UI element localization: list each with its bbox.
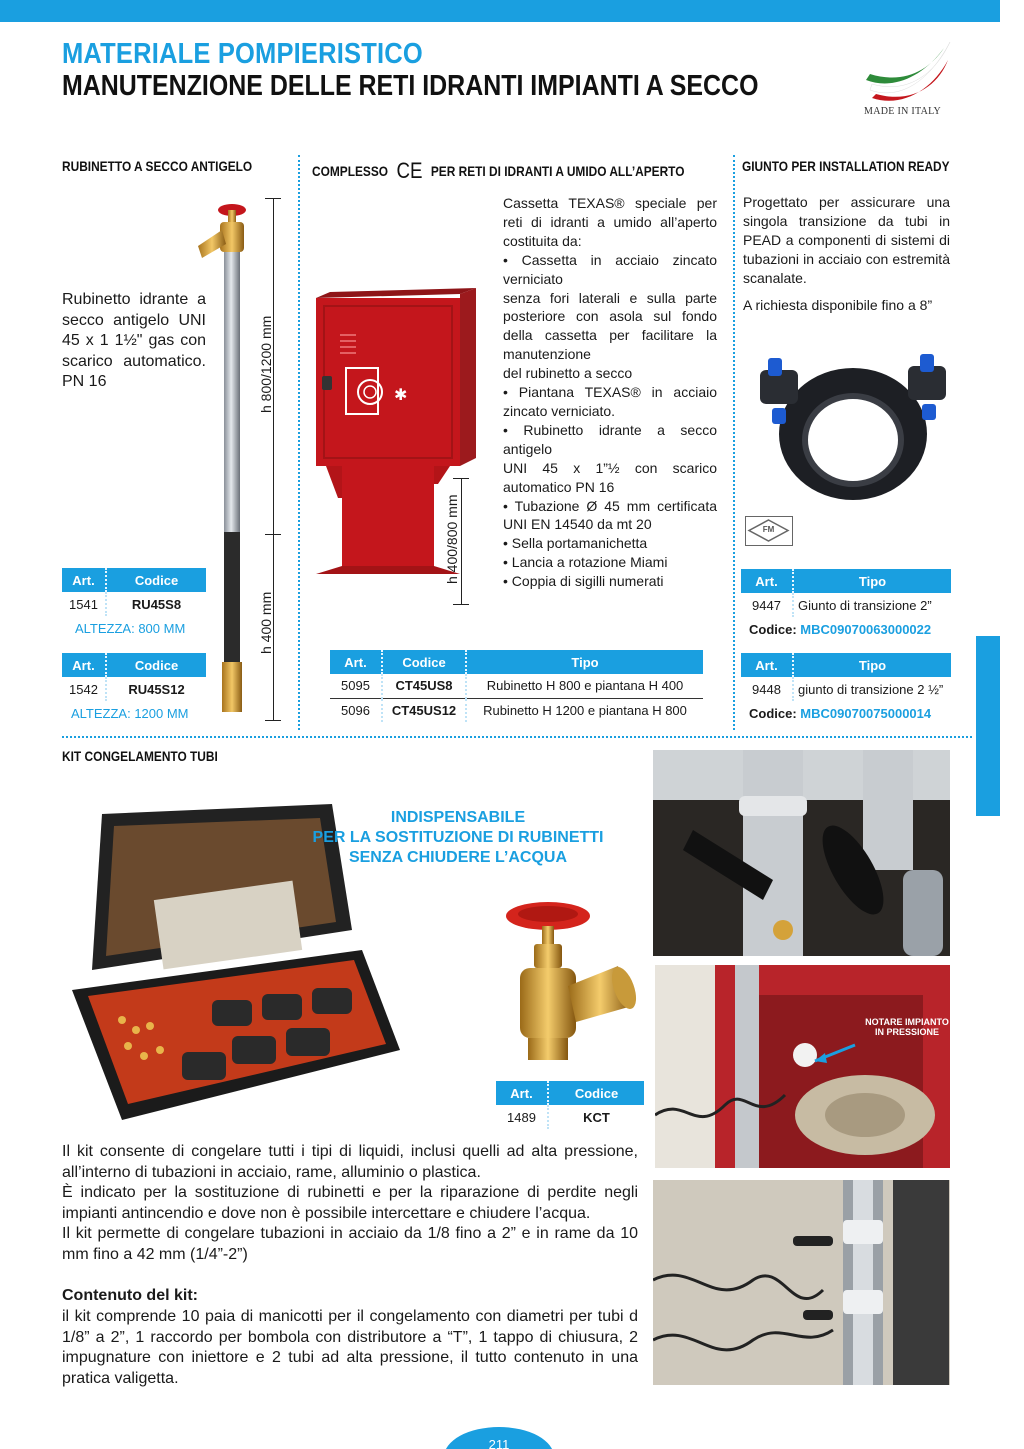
table-row — [741, 593, 951, 617]
col-tipo: Tipo — [793, 569, 951, 593]
rubinetto-table-2 — [62, 653, 206, 701]
art-cell: 1541 — [69, 596, 98, 612]
table-row — [741, 677, 951, 701]
page-title: MANUTENZIONE DELLE RETI IDRANTI IMPIANTI A SECCO — [62, 70, 759, 102]
complesso-table — [330, 650, 703, 722]
desc-line: senza fori laterali e sulla parte posteriore con asola sul fondo della cassetta per facilitare la manutenzione — [503, 289, 717, 363]
art-cell: 9448 — [752, 681, 781, 697]
codice-cell: RU45S8 — [106, 592, 206, 616]
giunto-codice-1 — [749, 622, 931, 637]
art-cell: 5096 — [341, 702, 370, 718]
highlight-line: SENZA CHIUDERE L’ACQUA — [348, 849, 568, 866]
page-number: 211 — [488, 1437, 510, 1449]
codice-cell: RU45S12 — [106, 677, 206, 701]
altezza-label: ALTEZZA: 1200 MM — [71, 706, 189, 721]
col-art: Art. — [330, 650, 382, 674]
desc-line: UNI 45 x 1”½ con scarico automatico PN 16 — [503, 459, 717, 495]
table-row — [496, 1105, 644, 1129]
desc-line: • Tubazione Ø 45 mm certificata UNI EN 14540 da mt 20 — [503, 497, 717, 533]
table-row — [62, 592, 206, 616]
table-row — [330, 674, 703, 698]
col-art: Art. — [496, 1081, 548, 1105]
kit-heading: KIT CONGELAMENTO TUBI — [62, 748, 218, 764]
col-art: Art. — [62, 568, 106, 592]
table-row — [62, 677, 206, 701]
kit-contents-text: il kit comprende 10 paia di manicotti per il congelamento con diametri per tubi d 1/8” a 2”, 1 raccordo per bombola con distributore a “T”, 1 tappo di chiusura, 2 impugnature con iniettore e 2 tubi ad alta pressione, il tutto contenuto in una pratica valigetta. — [62, 1308, 638, 1387]
col-art: Art. — [741, 653, 793, 677]
dimension-line — [461, 478, 462, 604]
giunto-table-1 — [741, 569, 951, 617]
highlight-line: INDISPENSABILE — [390, 809, 526, 826]
kit-body-text: Il kit consente di congelare tutti i tipi di liquidi, inclusi quelli ad alta pressione, all’interno di tubazioni in acciaio, rame, alluminio o plastica. È indicato per la sostituzione di rubinetti e per la riparazione di perdite negli impianti antincendio e dove non è possibile intercettare e chiudere l’acqua. Il kit permette di congelare tubazioni in acciaio da 1/8 fino a 2” e in rame da 10 mm fino a 42 mm (1/4”-2”) — [62, 1143, 638, 1263]
desc-line: • Sella portamanichetta — [503, 535, 648, 552]
dimension-tick — [453, 604, 469, 605]
codice-cell: CT45US8 — [382, 674, 466, 698]
dimension-tick — [265, 198, 281, 199]
codice-value: MBC09070075000014 — [800, 706, 932, 721]
kit-table — [496, 1081, 644, 1129]
desc-line: • Cassetta in acciaio zincato verniciato — [503, 251, 717, 287]
rubinetto-description: Rubinetto idrante a secco antigelo UNI 45 x 1 1½" gas con scarico automatico. PN 16 — [62, 291, 206, 390]
dimension-bottom-label: h 400 mm — [258, 591, 274, 654]
giunto-availability: A richiesta disponibile fino a 8” — [743, 297, 933, 313]
altezza-label: ALTEZZA: 800 MM — [75, 621, 186, 636]
page-category-title: MATERIALE POMPIERISTICO — [62, 38, 423, 70]
col-art: Art. — [62, 653, 106, 677]
col-tipo: Tipo — [793, 653, 951, 677]
tipo-cell: Giunto di transizione 2” — [793, 593, 951, 617]
page-number-tab — [444, 1427, 554, 1449]
dimension-label: h 400/800 mm — [444, 494, 460, 584]
kit-contents-title: Contenuto del kit: — [62, 1287, 198, 1304]
dimension-tick — [453, 478, 469, 479]
top-accent-bar — [0, 0, 1000, 22]
table-row — [330, 698, 703, 722]
column-divider — [733, 155, 735, 730]
highlight-line: PER LA SOSTITUZIONE DI RUBINETTI — [312, 829, 604, 846]
codice-value: MBC09070063000022 — [800, 622, 932, 637]
complesso-heading-b: PER RETI DI IDRANTI A UMIDO ALL’APERTO — [430, 163, 685, 179]
fm-label: FM — [762, 525, 775, 534]
freeze-application-photo-2 — [655, 965, 950, 1168]
tipo-cell: Rubinetto H 800 e piantana H 400 — [466, 674, 703, 698]
art-cell: 1542 — [69, 681, 98, 697]
desc-line: del rubinetto a secco — [503, 365, 633, 382]
art-cell: 5095 — [341, 678, 370, 694]
codice-cell: CT45US12 — [382, 698, 466, 722]
photo-note: NOTARE IMPIANTO IN PRESSIONE — [865, 1017, 949, 1037]
col-codice: Codice — [382, 650, 466, 674]
tipo-cell: giunto di transizione 2 ½” — [793, 677, 951, 701]
side-tab-marker — [976, 636, 1000, 816]
complesso-description — [503, 194, 717, 591]
hydrant-valve-image — [498, 896, 638, 1066]
column-divider — [298, 155, 300, 730]
svg-text:✱: ✱ — [394, 385, 408, 404]
desc-line: Cassetta TEXAS® speciale per reti di idranti a umido all’aperto costituita da: — [503, 195, 717, 249]
col-tipo: Tipo — [466, 650, 703, 674]
ce-mark: CE — [396, 158, 423, 183]
transition-coupling-image — [758, 342, 948, 512]
complesso-heading — [312, 158, 684, 184]
codice-cell: KCT — [548, 1105, 644, 1129]
col-art: Art. — [741, 569, 793, 593]
rubinetto-table-1 — [62, 568, 206, 616]
tipo-cell: Rubinetto H 1200 e piantana H 800 — [466, 698, 703, 722]
giunto-heading: GIUNTO PER INSTALLATION READY — [742, 158, 950, 174]
art-cell: 1489 — [507, 1109, 536, 1125]
section-divider — [62, 736, 972, 738]
giunto-codice-2 — [749, 706, 931, 721]
col-codice: Codice — [106, 653, 206, 677]
desc-line: • Coppia di sigilli numerati — [503, 573, 664, 590]
col-codice: Codice — [548, 1081, 644, 1105]
desc-line: • Piantana TEXAS® in acciaio zincato verniciato. — [503, 384, 717, 419]
dimension-tick — [265, 534, 281, 535]
giunto-table-2 — [741, 653, 951, 701]
desc-line: • Lancia a rotazione Miami — [503, 554, 668, 571]
desc-line: • Rubinetto idrante a secco antigelo — [503, 421, 717, 457]
dimension-tick — [265, 720, 281, 721]
freeze-application-photo-1 — [653, 750, 950, 956]
freeze-application-photo-3 — [653, 1180, 950, 1385]
fm-approved-badge — [745, 516, 793, 546]
kit-highlight — [290, 808, 626, 868]
complesso-heading-a: COMPLESSO — [312, 163, 389, 179]
giunto-description: Progettato per assicurare una singola transizione da tubi in PEAD a componenti di sistemi di tubazioni in acciaio con estremità scanalate. — [743, 194, 950, 286]
codice-label: Codice: — [749, 706, 797, 721]
codice-label: Codice: — [749, 622, 797, 637]
art-cell: 9447 — [752, 597, 781, 613]
dry-hydrant-image — [188, 196, 248, 722]
made-in-italy-label: MADE IN ITALY — [864, 106, 942, 117]
col-codice: Codice — [106, 568, 206, 592]
rubinetto-heading: RUBINETTO A SECCO ANTIGELO — [62, 158, 253, 174]
dimension-total-label: h 800/1200 mm — [258, 315, 274, 413]
italy-flag-logo — [862, 38, 952, 104]
